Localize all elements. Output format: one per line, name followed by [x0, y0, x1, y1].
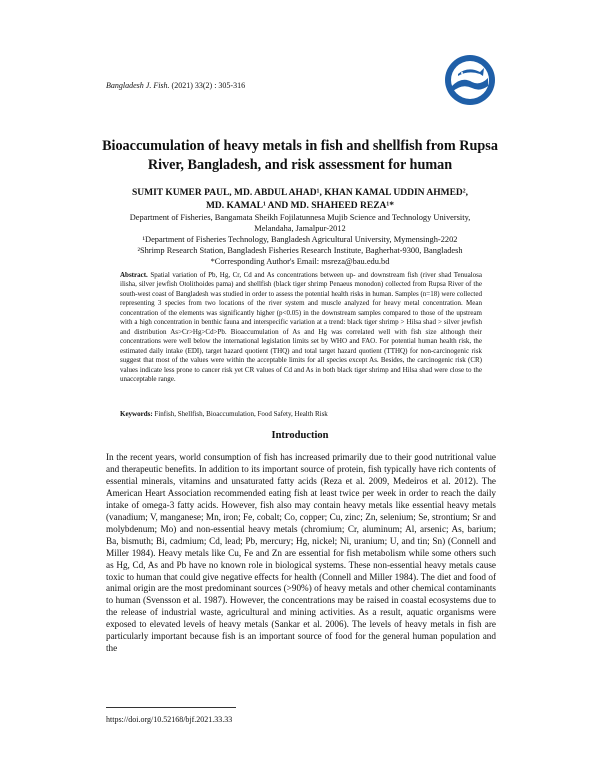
author-line-2: MD. KAMAL¹ AND MD. SHAHEED REZA¹* — [205, 200, 395, 211]
introduction-paragraph: In the recent years, world consumption of fish has increased primarily due to their good nutritional value and therapeutic benefits. In addition to its important source of protein, fish typically have rich contents of essential minerals, vitamins and unsaturated fatty acids (Reza et al. 2009, Medeiros et al. 2012). The American Heart Association recommended eating fish at least twice per week in order to reach the daily intake of omega-3 fatty acids. However, fish also may contain heavy metals like essential heavy metals (vanadium; V, manganese; Mn, iron; Fe, cobalt; Co, copper; Cu, zinc; Zn, selenium; Se, strontium; Sr and molybdenum; Mo) and non-essential heavy metals (chromium; Cr, aluminum; Al, arsenic; As, barium; Ba, bismuth; Bi, cadmium; Cd, lead; Pb, mercury; Hg, nickel; Ni, uranium; U, and tin; Sn) (Connell and Miller 1984). Heavy metals like Cu, Fe and Zn are essential for fish metabolism while some others such as Hg, Cd, As and Pb have no known role in biological systems. These non-essential heavy metals cause toxic to human that could give negative effects for health (Connell and Miller 1984). The diet and food of animal origin are the most predominant sources (>90%) of heavy metals and other chemical contaminants to human (Svensson et al. 1987). However, the concentrations may be raised in coastal ecosystems due to the release of industrial waste, agricultural and mining activities. As a result, aquatic organisms were exposed to elevated levels of heavy metals (Sankar et al. 2006). The levels of heavy metals in fish are particularly important because fish is an important source of food for the general human population and the — [106, 452, 496, 654]
introduction-body — [106, 452, 496, 655]
journal-volume: (2021) 33(2) : 305-316 — [169, 81, 246, 90]
doi-link[interactable]: https://doi.org/10.52168/bjf.2021.33.33 — [106, 715, 233, 724]
journal-logo — [440, 52, 500, 108]
keywords — [120, 410, 482, 419]
journal-citation — [106, 81, 245, 90]
author-line-1: SUMIT KUMER PAUL, MD. ABDUL AHAD¹, KHAN KAMAL UDDIN AHMED², — [131, 188, 468, 198]
affiliation-line: ²Shrimp Research Station, Bangladesh Fisheries Research Institute, Bagherhat-9300, Bangladesh — [137, 246, 463, 255]
affiliation-line: Department of Fisheries, Bangamata Sheikh Fojilatunnesa Mujib Science and Technology University, — [129, 213, 471, 222]
abstract — [120, 271, 482, 384]
section-heading-introduction: Introduction — [271, 430, 329, 441]
paper-title: Bioaccumulation of heavy metals in fish and shellfish from Rupsa River, Bangladesh, and risk assessment for human — [102, 138, 498, 173]
affiliation-line: Melandaha, Jamalpur-2012 — [254, 224, 346, 233]
keywords-text: Finfish, Shellfish, Bioaccumulation, Food Safety, Health Risk — [152, 410, 328, 418]
journal-name: Bangladesh J. Fish. — [106, 81, 170, 90]
abstract-label: Abstract. — [120, 271, 148, 279]
corresponding-email: *Corresponding Author's Email: msreza@bau.edu.bd — [210, 257, 390, 266]
author-list — [100, 187, 500, 212]
affiliation-line: ¹Department of Fisheries Technology, Bangladesh Agricultural University, Mymensingh-2202 — [142, 235, 458, 244]
footnote-divider — [106, 707, 236, 708]
keywords-label: Keywords: — [120, 410, 153, 418]
abstract-text: Spatial variation of Pb, Hg, Cr, Cd and As concentrations between up- and downstream fish (river shad Tenualosa ilisha, silver jewfish Otolithoides pama) and shellfish (black tiger shrimp Penaeus monodon) collected from Rupsa River of the south-west coast of Bangladesh was studied in order to assess the potential health risks in human. Samples (n=18) were collected representing 3 species from two locations of the river system and muscle analyzed for heavy metal concentration. Mean concentration of the elements was significantly higher (p<0.05) in the downstream samples compared to those of the upstream with a high concentration in benthic fauna and interspecific variation at a trend: black tiger shrimp > Hilsa shad > silver jewfish and distribution As>Cr>Hg>Cd>Pb. Bioaccumulation of As and Hg was correlated well with fish size although their concentrations were well below the international legislation limits set by WHO and FAO. For potential human health risk, the estimated daily intake (EDI), target hazard quotient (THQ) and total target hazard quotient (TTHQ) for non-carcinogenic risk suggest that most of the values were within the acceptable limits for all species except As. Besides, the carcinogenic risk (CR) values indicate less prone to cancer risk yet CR values of Cd and As in both black tiger shrimp and Hilsa shad were close to the unacceptable range. — [120, 271, 483, 383]
affiliations — [100, 212, 500, 267]
